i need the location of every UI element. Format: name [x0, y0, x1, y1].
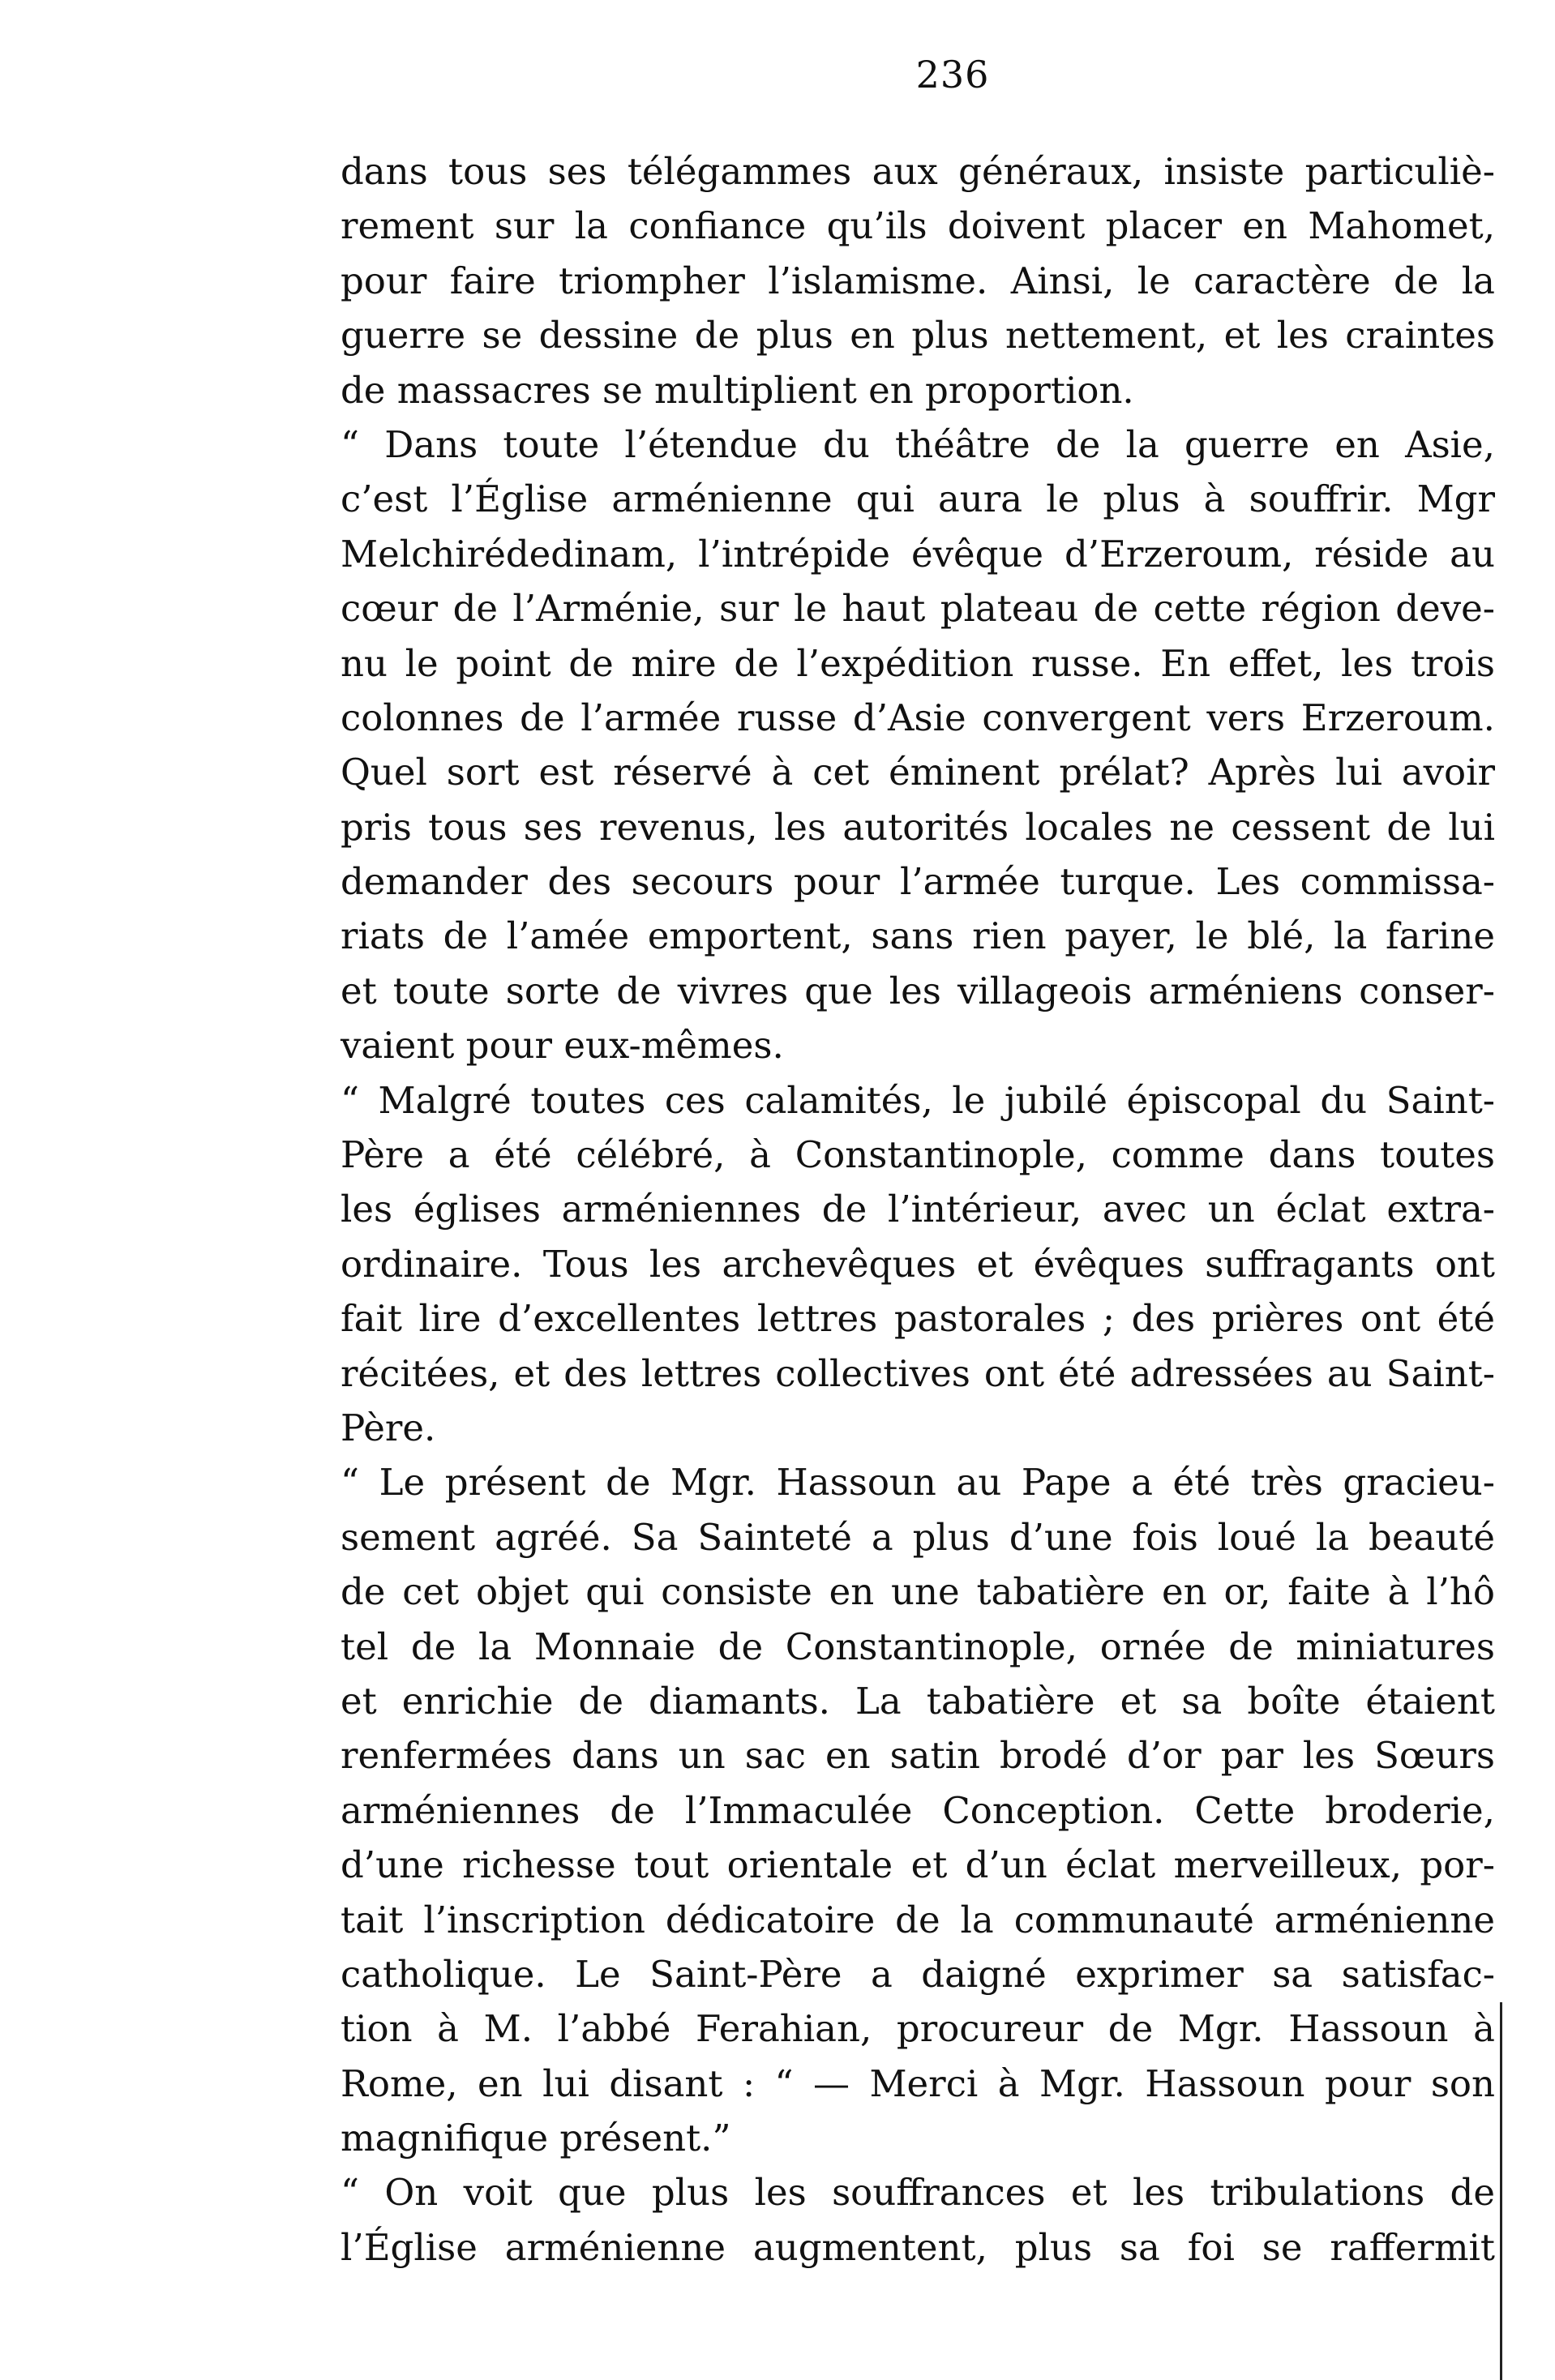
text-line: Rome, en lui disant : “ — Merci à Mgr. Hassoun pour son [341, 2061, 1495, 2105]
text-line: renfermées dans un sac en satin brodé d’or par les Sœurs [341, 1734, 1495, 1778]
text-line: cœur de l’Arménie, sur le haut plateau de cette région deve- [341, 587, 1495, 631]
text-line: “ On voit que plus les souffrances et les tribulations de [341, 2171, 1495, 2215]
text-line: l’Église arménienne augmentent, plus sa foi se raffermit [341, 2225, 1495, 2269]
text-line: c’est l’Église arménienne qui aura le plus à souffrir. Mgr [341, 477, 1495, 521]
text-line: demander des secours pour l’armée turque. Les commissa- [341, 860, 1495, 904]
text-line: sement agréé. Sa Sainteté a plus d’une fois loué la beauté [341, 1515, 1495, 1559]
text-line: fait lire d’excellentes lettres pastorales ; des prières ont été [341, 1297, 1495, 1341]
text-line: tion à M. l’abbé Ferahian, procureur de Mgr. Hassoun à [341, 2007, 1495, 2051]
text-line: catholique. Le Saint-Père a daigné exprimer sa satisfac- [341, 1952, 1495, 1996]
text-line: et enrichie de diamants. La tabatière et sa boîte étaient [341, 1679, 1495, 1723]
text-line: pris tous ses revenus, les autorités locales ne cessent de lui [341, 805, 1495, 849]
text-line: guerre se dessine de plus en plus nettement, et les craintes [341, 314, 1495, 357]
text-line: de cet objet qui consiste en une tabatière en or, faite à l’hô [341, 1570, 1495, 1614]
text-line: Melchirédedinam, l’intrépide évêque d’Erzeroum, réside au [341, 532, 1495, 576]
text-line: colonnes de l’armée russe d’Asie convergent vers Erzeroum. [341, 696, 1495, 739]
text-line: dans tous ses télégammes aux généraux, insiste particuliè- [341, 150, 1495, 193]
text-line: Quel sort est réservé à cet éminent prélat? Après lui avoir [341, 751, 1495, 794]
text-line: nu le point de mire de l’expédition russe. En effet, les trois [341, 641, 1495, 685]
page-number: 236 [915, 53, 990, 96]
text-line: les églises arméniennes de l’intérieur, avec un éclat extra- [341, 1188, 1495, 1231]
text-line: pour faire triompher l’islamisme. Ainsi, le caractère de la [341, 259, 1495, 302]
text-line: Père. [341, 1406, 436, 1449]
text-line: “ Malgré toutes ces calamités, le jubilé épiscopal du Saint- [341, 1078, 1495, 1122]
text-line: vaient pour eux-mêmes. [341, 1024, 784, 1068]
text-line: récitées, et des lettres collectives ont été adressées au Saint- [341, 1351, 1495, 1395]
text-line: tait l’inscription dédicatoire de la communauté arménienne [341, 1898, 1495, 1941]
text-line: tel de la Monnaie de Constantinople, ornée de miniatures [341, 1624, 1495, 1668]
text-line: magnifique présent.” [341, 2117, 731, 2160]
margin-rule [1500, 2002, 1502, 2380]
body-text [341, 144, 1495, 2275]
text-line: “ Le présent de Mgr. Hassoun au Pape a été très gracieu- [341, 1461, 1495, 1505]
text-line: rement sur la confiance qu’ils doivent placer en Mahomet, [341, 204, 1495, 248]
text-line: “ Dans toute l’étendue du théâtre de la guerre en Asie, [341, 422, 1495, 466]
text-line: et toute sorte de vivres que les villageois arméniens conser- [341, 969, 1495, 1012]
text-line: Père a été célébré, à Constantinople, comme dans toutes [341, 1133, 1495, 1177]
text-line: riats de l’amée emportent, sans rien payer, le blé, la farine [341, 914, 1495, 958]
text-line: ordinaire. Tous les archevêques et évêques suffragants ont [341, 1242, 1495, 1286]
text-line: de massacres se multiplient en proportion. [341, 368, 1134, 412]
text-line: d’une richesse tout orientale et d’un éclat merveilleux, por- [341, 1843, 1495, 1887]
text-line: arméniennes de l’Immaculée Conception. Cette broderie, [341, 1788, 1495, 1832]
